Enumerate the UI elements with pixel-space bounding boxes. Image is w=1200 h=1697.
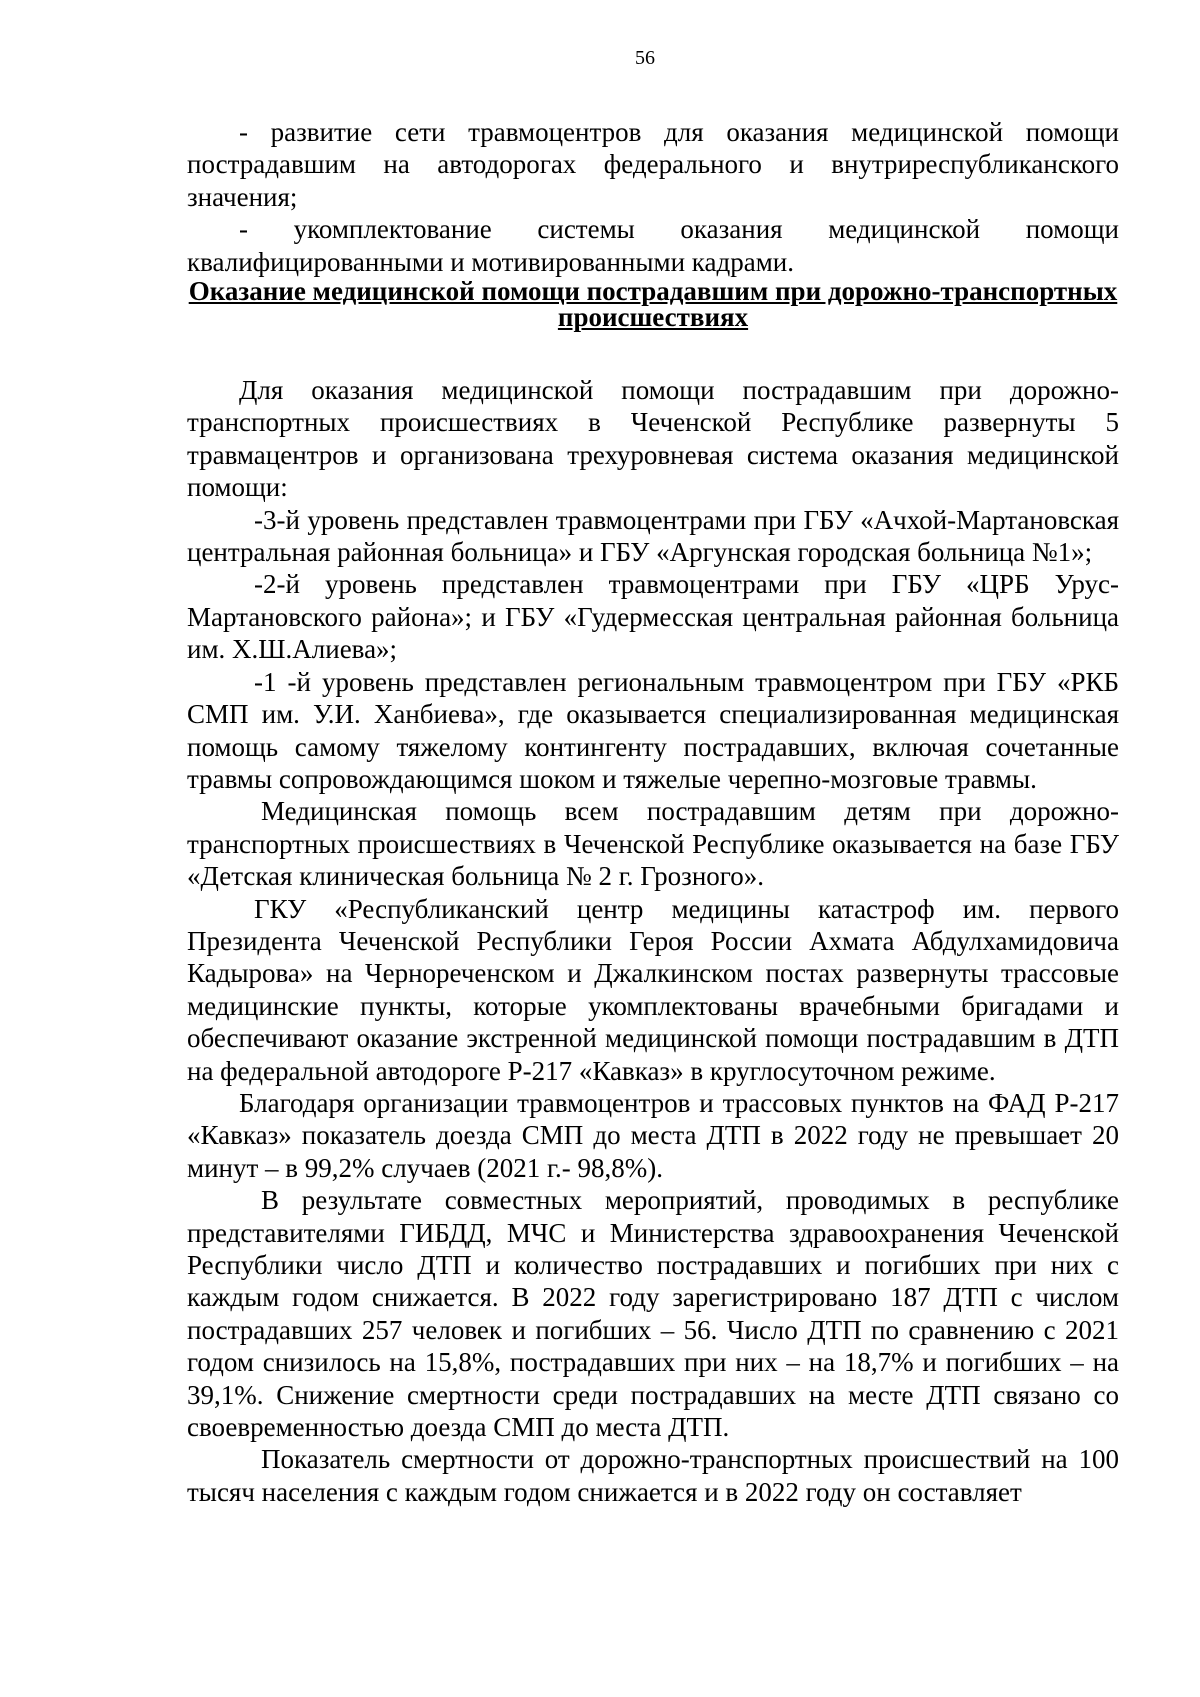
heading-spacer — [187, 330, 1119, 374]
paragraph-statistics: В результате совместных мероприятий, проводимых в республике представителями ГИБДД, МЧС и Министерства здравоохранения Чеченской Республики число ДТП и количество пострадавших и погибших при них с каждым годом снижается. В 2022 году зарегистрировано 187 ДТП с числом пострадавших 257 человек и погибших – 56. Число ДТП по сравнению с 2021 годом снизилось на 15,8%, пострадавших при них – на 18,7% и погибших – на 39,1%. Снижение смертности среди пострадавших на месте ДТП связано со своевременностью доезда СМП до места ДТП. — [187, 1185, 1119, 1443]
paragraph-mortality: Показатель смертности от дорожно-транспортных происшествий на 100 тысяч населения с каждым годом снижается и в 2022 году он составляет — [187, 1444, 1119, 1507]
paragraph-level-2: -2-й уровень представлен травмоцентрами при ГБУ «ЦРБ Урус-Мартановского района»; и ГБУ «Гудермесская центральная районная больница им. Х.Ш.Алиева»; — [187, 569, 1119, 665]
paragraph-children: Медицинская помощь всем пострадавшим детям при дорожно-транспортных происшествиях в Чеченской Республике оказывается на базе ГБУ «Детская клиническая больница № 2 г. Грозного». — [187, 796, 1119, 892]
paragraph-disaster-center: ГКУ «Республиканский центр медицины катастроф им. первого Президента Чеченской Республики Героя России Ахмата Абдулхамидовича Кадырова» на Чернореченском и Джалкинском постах развернуты трассовые медицинские пункты, которые укомплектованы врачебными бригадами и обеспечивают оказание экстренной медицинской помощи пострадавшим в ДТП на федеральной автодороге Р-217 «Кавказ» в круглосуточном режиме. — [187, 893, 1119, 1086]
paragraph-arrival-time: Благодаря организации травмоцентров и трассовых пунктов на ФАД Р-217 «Кавказ» показатель доезда СМП до места ДТП в 2022 году не превышает 20 минут – в 99,2% случаев (2021 г.- 98,8%). — [187, 1087, 1119, 1183]
page-number: 56 — [635, 47, 655, 69]
paragraph-level-1: -1 -й уровень представлен региональным травмоцентром при ГБУ «РКБ СМП им. У.И. Ханбиева», где оказывается специализированная медицинская помощь самому тяжелому контингенту пострадавших, включая сочетанные травмы сопровождающимся шоком и тяжелые черепно-мозговые травмы. — [187, 666, 1119, 794]
paragraph-intro: Для оказания медицинской помощи пострадавшим при дорожно-транспортных происшествиях в Чеченской Республике развернуты 5 травмацентров и организована трехуровневая система оказания медицинской помощи: — [187, 375, 1119, 503]
bullet-staffing: - укомплектование системы оказания медицинской помощи квалифицированными и мотивированными кадрами. — [187, 214, 1119, 277]
paragraph-level-3: -3-й уровень представлен травмоцентрами при ГБУ «Ачхой-Мартановская центральная районная больница» и ГБУ «Аргунская городская больница №1»; — [187, 504, 1119, 568]
bullet-trauma-network: - развитие сети травмоцентров для оказания медицинской помощи пострадавшим на автодорогах федерального и внутриреспубликанского значения; — [187, 117, 1119, 212]
page-content — [187, 116, 1119, 1508]
section-heading: Оказание медицинской помощи пострадавшим при дорожно-транспортных происшествиях — [188, 276, 1118, 333]
